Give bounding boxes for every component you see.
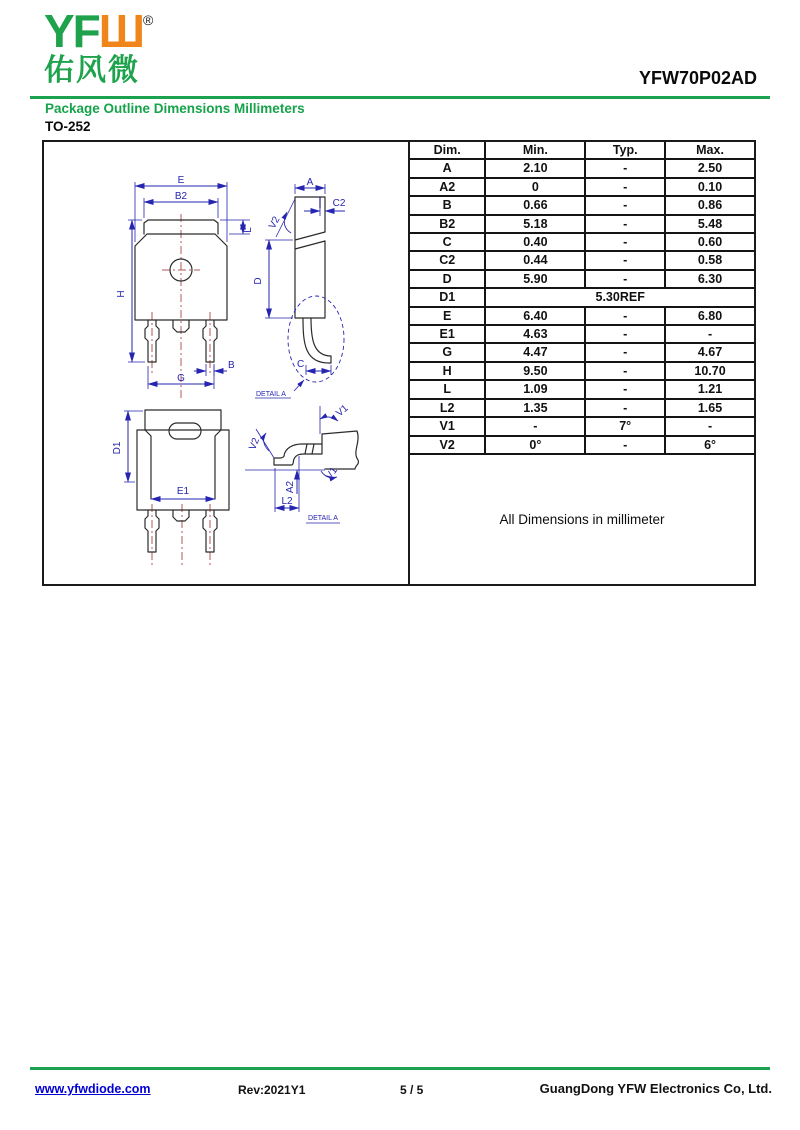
table-row: [410, 288, 754, 306]
header-divider: [30, 96, 770, 99]
dim-label-v1: V1: [334, 402, 351, 420]
revision-label: Rev:2021Y1: [238, 1083, 306, 1097]
table-row: [410, 251, 754, 269]
back-view-drawing: [112, 410, 229, 566]
cell-max: 1.21: [665, 380, 754, 398]
company-name: GuangDong YFW Electronics Co, Ltd.: [539, 1081, 772, 1096]
table-row: [410, 178, 754, 196]
dim-label-l2: L2: [281, 496, 293, 507]
dim-label-e: E: [177, 175, 185, 186]
side-chamfer-lines: [295, 232, 325, 249]
cell-dim: A2: [410, 178, 485, 196]
cell-typ: -: [585, 196, 665, 214]
logo-w-glyph: Ш: [98, 5, 144, 57]
cell-typ: -: [585, 343, 665, 361]
back-slot: [169, 423, 201, 439]
cell-typ: -: [585, 325, 665, 343]
cell-max: 2.50: [665, 159, 754, 177]
cell-dim: D: [410, 270, 485, 288]
dim-label-e1: E1: [176, 486, 190, 497]
cell-max: 6.80: [665, 307, 754, 325]
cell-dim: C2: [410, 251, 485, 269]
cell-typ: -: [585, 270, 665, 288]
detail-a-circle: [288, 296, 344, 382]
part-number: YFW70P02AD: [638, 68, 757, 88]
cell-typ: -: [585, 233, 665, 251]
dim-label-v1-under: V1: [323, 465, 340, 482]
logo-chinese-text: 佑风微: [44, 54, 140, 87]
package-outline-drawing: [44, 142, 408, 584]
dimension-table-panel: [408, 142, 754, 584]
website-link[interactable]: www.yfwdiode.com: [35, 1082, 151, 1096]
dim-label-v2: V2: [267, 214, 283, 231]
cell-max: 6°: [665, 436, 754, 454]
dim-label-b2: B2: [174, 191, 188, 202]
col-header-min: Min.: [485, 142, 585, 159]
detail-a-callout: DETAIL A: [256, 391, 286, 398]
cell-max: 5.48: [665, 215, 754, 233]
cell-max: 0.10: [665, 178, 754, 196]
detail-body-section: [322, 431, 358, 469]
cell-dim: E: [410, 307, 485, 325]
table-row: [410, 159, 754, 177]
col-header-dim: Dim.: [410, 142, 485, 159]
dim-label-l: L: [243, 227, 254, 233]
detail-lead: [274, 444, 322, 465]
cell-dim: V1: [410, 417, 485, 435]
cell-typ: -: [585, 399, 665, 417]
cell-min: 5.18: [485, 215, 585, 233]
cell-min: 6.40: [485, 307, 585, 325]
table-row: [410, 325, 754, 343]
logo-yf-text: YF: [44, 5, 99, 57]
cell-max: -: [665, 417, 754, 435]
cell-max: 10.70: [665, 362, 754, 380]
dim-label-h: H: [116, 290, 127, 298]
cell-dim: D1: [410, 288, 485, 306]
dim-label-b: B: [228, 360, 235, 371]
dim-label-v2-detail: V2: [247, 436, 263, 452]
dim-label-a: A: [306, 177, 314, 188]
package-outline-box: [42, 140, 756, 586]
cell-min: 4.47: [485, 343, 585, 361]
cell-typ: -: [585, 178, 665, 196]
table-row: [410, 362, 754, 380]
dim-label-c2: C2: [332, 198, 346, 209]
cell-max: 1.65: [665, 399, 754, 417]
cell-max: 0.60: [665, 233, 754, 251]
table-row: [410, 343, 754, 361]
table-row: [410, 233, 754, 251]
side-body-outline: [295, 197, 325, 318]
table-header-row: [410, 142, 754, 159]
cell-min: 2.10: [485, 159, 585, 177]
cell-min: 0.40: [485, 233, 585, 251]
cell-typ: -: [585, 307, 665, 325]
cell-typ: -: [585, 159, 665, 177]
dim-label-a2: A2: [285, 480, 296, 494]
cell-min: 1.35: [485, 399, 585, 417]
side-view-drawing: [253, 177, 346, 398]
cell-min: 0.44: [485, 251, 585, 269]
detail-a-drawing: [245, 403, 358, 523]
footer-divider: [30, 1067, 770, 1070]
cell-dim: H: [410, 362, 485, 380]
logo-wordmark: [44, 5, 154, 57]
side-lead: [303, 318, 331, 363]
table-row: [410, 307, 754, 325]
cell-dim: C: [410, 233, 485, 251]
dim-label-c: C: [297, 359, 305, 370]
cell-min: 0.66: [485, 196, 585, 214]
cell-min: -: [485, 417, 585, 435]
dimensions-note: All Dimensions in millimeter: [499, 511, 665, 527]
detail-a-title: DETAIL A: [308, 515, 338, 522]
cell-dim: L: [410, 380, 485, 398]
dim-label-d1: D1: [112, 441, 123, 455]
cell-min: 9.50: [485, 362, 585, 380]
cell-typ: -: [585, 215, 665, 233]
cell-max: 6.30: [665, 270, 754, 288]
cell-typ: -: [585, 251, 665, 269]
dim-label-g: G: [177, 373, 185, 384]
table-row: [410, 380, 754, 398]
yfw-logo: [44, 5, 154, 87]
cell-typ: -: [585, 362, 665, 380]
dim-label-d: D: [253, 277, 264, 285]
section-title: Package Outline Dimensions Millimeters: [45, 101, 305, 116]
cell-min: 1.09: [485, 380, 585, 398]
cell-dim: G: [410, 343, 485, 361]
table-row: [410, 417, 754, 435]
col-header-max: Max.: [665, 142, 754, 159]
cell-max: 4.67: [665, 343, 754, 361]
package-type-label: TO-252: [45, 119, 91, 134]
table-row: [410, 436, 754, 454]
cell-typ: -: [585, 380, 665, 398]
cell-dim: B: [410, 196, 485, 214]
cell-dim: E1: [410, 325, 485, 343]
cell-dim: A: [410, 159, 485, 177]
page-number: 5 / 5: [400, 1083, 424, 1097]
col-header-typ: Typ.: [585, 142, 665, 159]
cell-max: -: [665, 325, 754, 343]
cell-min: 0: [485, 178, 585, 196]
cell-min: 4.63: [485, 325, 585, 343]
cell-max: 0.58: [665, 251, 754, 269]
cell-typ: 7°: [585, 417, 665, 435]
cell-dim: B2: [410, 215, 485, 233]
cell-typ: -: [585, 436, 665, 454]
cell-min: 5.90: [485, 270, 585, 288]
table-row: [410, 215, 754, 233]
dimension-table: [410, 142, 754, 455]
back-center-stub: [173, 510, 189, 521]
cell-span-value: 5.30REF: [485, 288, 754, 306]
table-row: [410, 270, 754, 288]
front-view-drawing: [116, 175, 254, 398]
table-row: [410, 196, 754, 214]
cell-min: 0°: [485, 436, 585, 454]
cell-dim: L2: [410, 399, 485, 417]
back-tab-outline: [145, 410, 221, 430]
cell-max: 0.86: [665, 196, 754, 214]
cell-dim: V2: [410, 436, 485, 454]
table-row: [410, 399, 754, 417]
registered-trademark-icon: ®: [143, 12, 154, 28]
